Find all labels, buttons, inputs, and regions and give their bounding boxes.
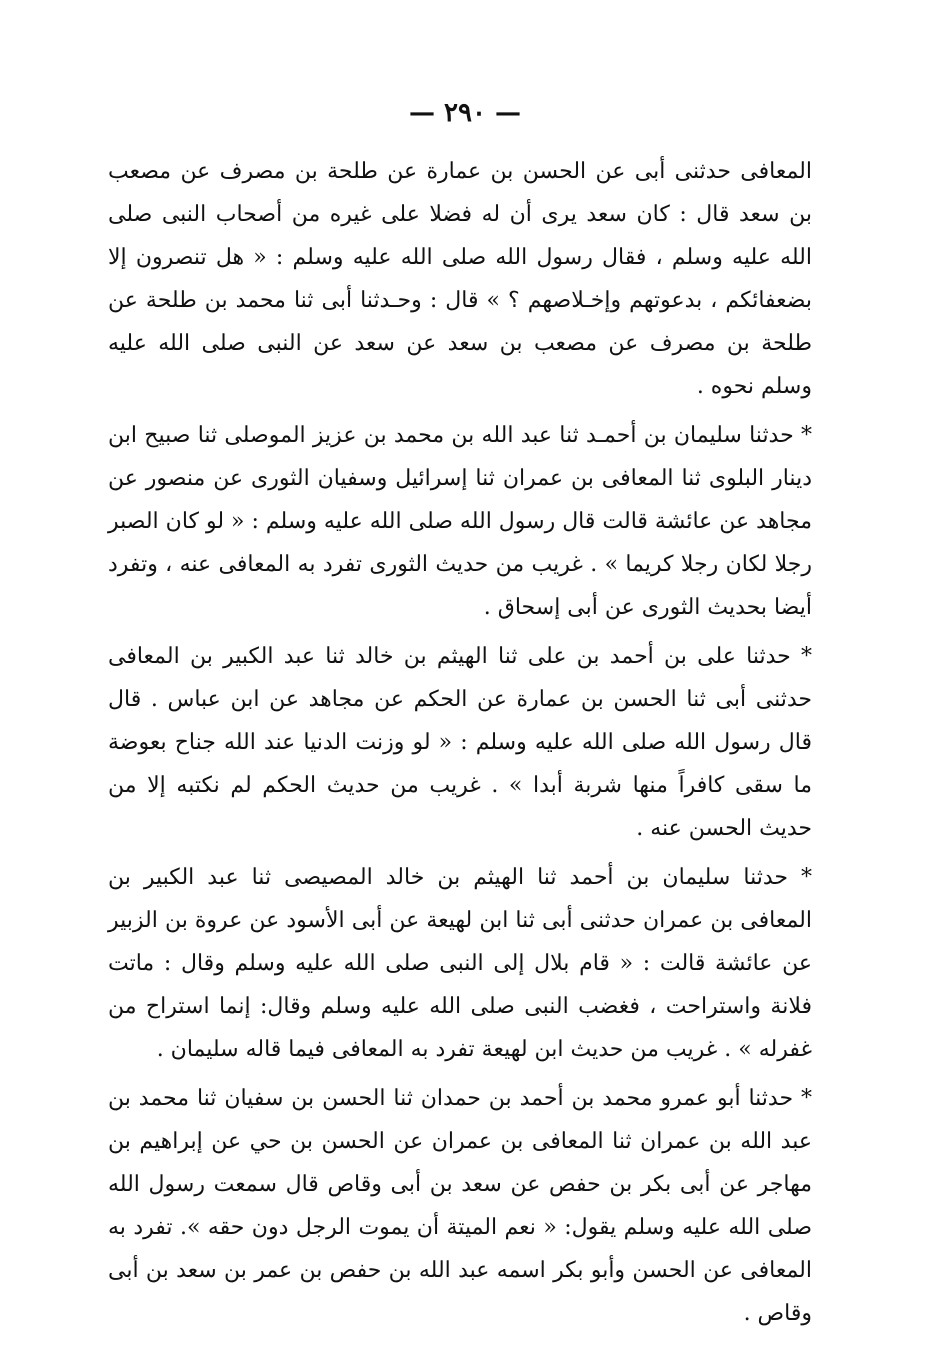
- page-number: — ٢٩٠ —: [408, 98, 522, 128]
- paragraph-4: * حدثنا سليمان بن أحمد ثنا الهيثم بن خالد المصيصى ثنا عبد الكبير بن المعافى بن عمران حدثنى أبى ثنا ابن لهيعة عن أبى الأسود عن عروة بن الزبير عن عائشة قالت : « قام بلال إلى النبى صلى الله عليه وسلم وقال : ماتت فلانة واستراحت ، فغضب النبى صلى الله عليه وسلم وقال: إنما استراح من غفرله » . غريب من حديث ابن لهيعة تفرد به المعافى فيما قاله سليمان .: [108, 865, 812, 1062]
- paragraph-5: * حدثنا أبو عمرو محمد بن أحمد بن حمدان ثنا الحسن بن سفيان ثنا محمد بن عبد الله بن عمران ثنا المعافى بن عمران عن الحسن بن حي عن إبراهيم بن مهاجر عن أبى بكر بن حفص عن سعد بن أبى وقاص قال سمعت رسول الله صلى الله عليه وسلم يقول: « نعم الميتة أن يموت الرجل دون حقه ». تفرد به المعافى عن الحسن وأبو بكر اسمه عبد الله بن حفص بن عمر بن سعد بن أبى وقاص .: [108, 1086, 812, 1326]
- paragraph-3: * حدثنا على بن أحمد بن على ثنا الهيثم بن خالد ثنا عبد الكبير بن المعافى حدثنى أبى ثنا الحسن بن عمارة عن الحكم عن مجاهد عن ابن عباس . قال قال رسول الله صلى الله عليه وسلم : « لو وزنت الدنيا عند الله جناح بعوضة ما سقى كافراً منها شربة أبدا » . غريب من حديث الحكم لم نكتبه إلا من حديث الحسن عنه .: [108, 644, 812, 841]
- paragraph-1: المعافى حدثنى أبى عن الحسن بن عمارة عن طلحة بن مصرف عن مصعب بن سعد قال : كان سعد يرى أن له فضلا على غيره من أصحاب النبى صلى الله عليه وسلم ، فقال رسول الله صلى الله عليه وسلم : « هل تنصرون إلا بضعفائكم ، بدعوتهم وإخـلاصهم ؟ » قال : وحـدثنا أبى ثنا محمد بن طلحة عن طلحة بن مصرف عن مصعب بن سعد عن سعد عن النبى صلى الله عليه وسلم نحوه .: [108, 159, 812, 399]
- paragraph-2: * حدثنا سليمان بن أحمـد ثنا عبد الله بن محمد بن عزيز الموصلى ثنا صبيح ابن دينار البلوى ثنا المعافى بن عمران ثنا إسرائيل وسفيان الثورى عن منصور عن مجاهد عن عائشة قالت قال رسول الله صلى الله عليه وسلم : « لو كان الصبر رجلا لكان رجلا كريما » . غريب من حديث الثورى تفرد به المعافى عنه ، وتفرد أيضا بحديث الثورى عن أبى إسحاق .: [108, 423, 812, 620]
- page-body: [108, 150, 812, 1341]
